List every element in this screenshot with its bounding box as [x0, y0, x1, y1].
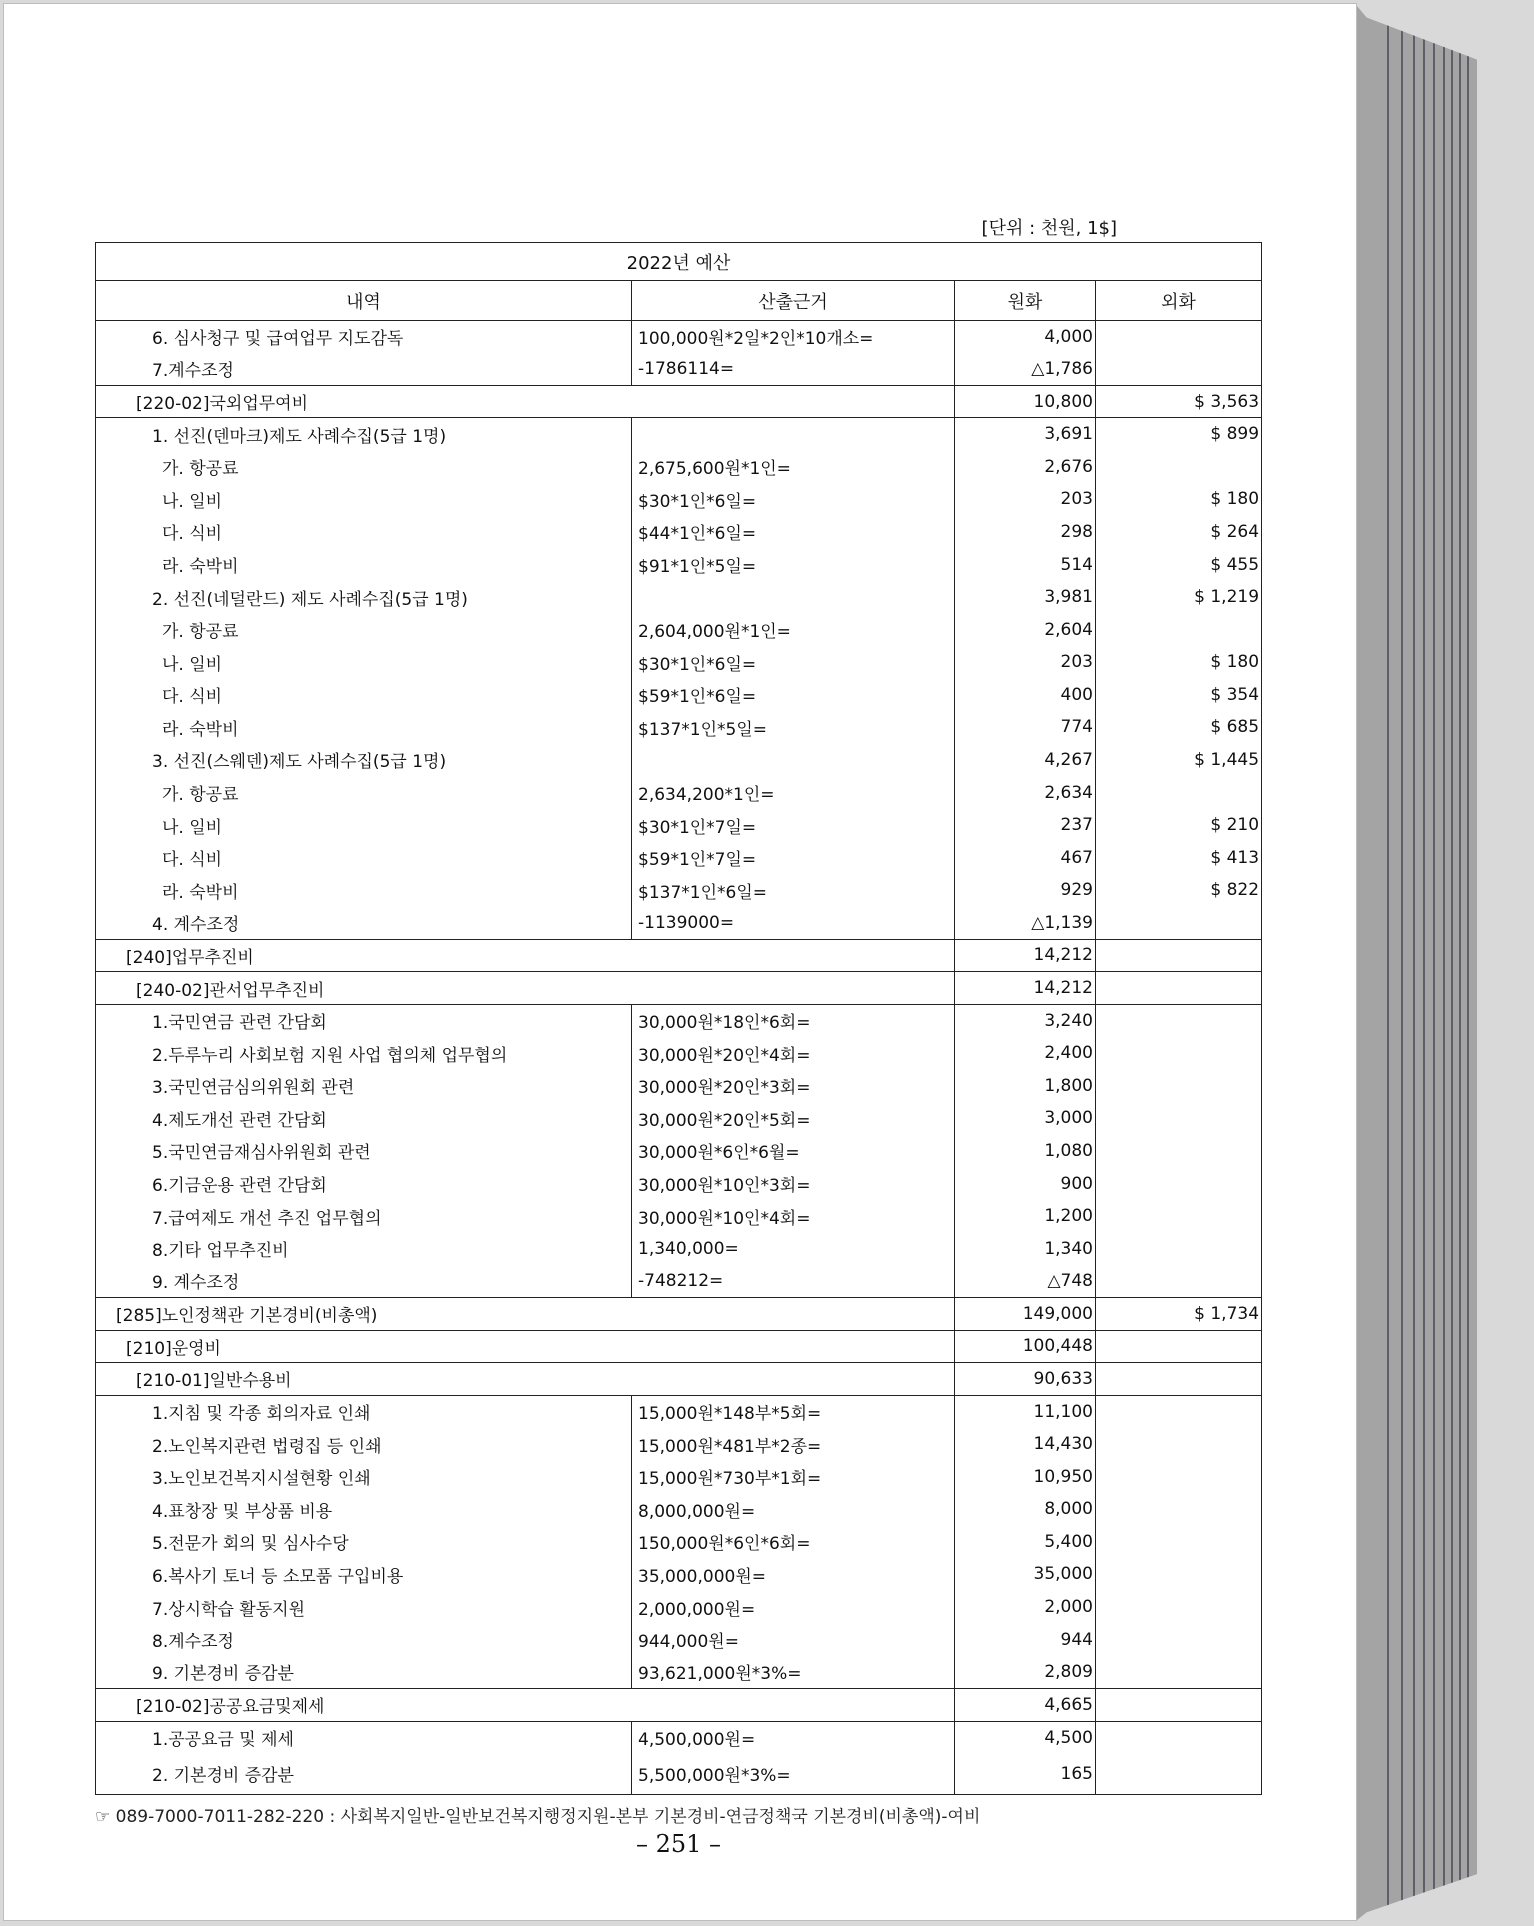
table-row — [96, 1069, 1262, 1102]
row-fx: $ 1,445 — [1096, 744, 1262, 777]
page-stack-line — [1443, 6, 1445, 1920]
page-stack-edge — [1357, 6, 1477, 1920]
row-fx: $ 899 — [1096, 418, 1262, 451]
row-basis: 100,000원*2일*2인*10개소= — [632, 320, 955, 353]
row-fx — [1096, 1428, 1262, 1461]
row-item: 7.상시학습 활동지원 — [96, 1591, 632, 1624]
row-basis: 30,000원*6인*6월= — [632, 1135, 955, 1168]
row-fx: $ 180 — [1096, 483, 1262, 516]
page-stack-line — [1459, 6, 1461, 1920]
row-basis: 2,634,200*1인= — [632, 776, 955, 809]
row-item: [240-02]관서업무추진비 — [96, 972, 955, 1005]
row-fx — [1096, 1721, 1262, 1754]
row-item: 1. 선진(덴마크)제도 사례수집(5급 1명) — [96, 418, 632, 451]
row-item: 4.제도개선 관련 간담회 — [96, 1102, 632, 1135]
row-krw: 944 — [955, 1623, 1096, 1656]
row-basis: -1786114= — [632, 353, 955, 386]
row-basis — [632, 744, 955, 777]
row-krw: 10,800 — [955, 385, 1096, 418]
row-basis: $30*1인*6일= — [632, 646, 955, 679]
row-krw: 3,000 — [955, 1102, 1096, 1135]
row-basis — [632, 418, 955, 451]
row-fx — [1096, 1265, 1262, 1298]
table-row — [96, 1004, 1262, 1037]
table-row — [96, 711, 1262, 744]
row-basis: 15,000원*148부*5회= — [632, 1395, 955, 1428]
table-row — [96, 1558, 1262, 1591]
table-row — [96, 1688, 1262, 1721]
row-fx: $ 1,219 — [1096, 581, 1262, 614]
row-item: 7.급여제도 개선 추진 업무협의 — [96, 1200, 632, 1233]
row-basis: $91*1인*5일= — [632, 548, 955, 581]
row-krw: 4,267 — [955, 744, 1096, 777]
row-krw: 8,000 — [955, 1493, 1096, 1526]
table-row — [96, 353, 1262, 386]
row-krw: 1,080 — [955, 1135, 1096, 1168]
row-item: 가. 항공료 — [96, 776, 632, 809]
row-item: 6.기금운용 관련 간담회 — [96, 1167, 632, 1200]
row-item: 라. 숙박비 — [96, 874, 632, 907]
row-fx — [1096, 1623, 1262, 1656]
row-fx — [1096, 451, 1262, 484]
table-row — [96, 972, 1262, 1005]
row-fx — [1096, 1754, 1262, 1795]
row-fx: $ 3,563 — [1096, 385, 1262, 418]
row-krw: 203 — [955, 646, 1096, 679]
row-basis: $30*1인*6일= — [632, 483, 955, 516]
table-row — [96, 874, 1262, 907]
row-item: 3.국민연금심의위원회 관련 — [96, 1069, 632, 1102]
page-stack-line — [1387, 6, 1389, 1920]
row-fx: $ 1,734 — [1096, 1298, 1262, 1331]
row-fx — [1096, 1330, 1262, 1363]
row-fx — [1096, 353, 1262, 386]
row-krw: 237 — [955, 809, 1096, 842]
row-krw: 4,665 — [955, 1688, 1096, 1721]
row-basis: 30,000원*10인*3회= — [632, 1167, 955, 1200]
row-basis: $59*1인*7일= — [632, 841, 955, 874]
row-basis: 30,000원*20인*5회= — [632, 1102, 955, 1135]
row-item: 1.공공요금 및 제세 — [96, 1721, 632, 1754]
row-krw: 149,000 — [955, 1298, 1096, 1331]
row-fx — [1096, 1460, 1262, 1493]
row-basis: 30,000원*18인*6회= — [632, 1004, 955, 1037]
row-basis: 35,000,000원= — [632, 1558, 955, 1591]
row-fx — [1096, 1591, 1262, 1624]
table-row — [96, 809, 1262, 842]
row-krw: 3,240 — [955, 1004, 1096, 1037]
row-krw: 1,800 — [955, 1069, 1096, 1102]
row-fx — [1096, 1102, 1262, 1135]
row-krw: 14,430 — [955, 1428, 1096, 1461]
row-item: 9. 계수조정 — [96, 1265, 632, 1298]
row-basis: -748212= — [632, 1265, 955, 1298]
row-krw: 2,809 — [955, 1656, 1096, 1689]
page-stack-line — [1451, 6, 1453, 1920]
row-krw: 100,448 — [955, 1330, 1096, 1363]
footnote: ☞ 089-7000-7011-282-220 : 사회복지일반-일반보건복지행정지원-본부 기본경비-연금정책국 기본경비(비총액)-여비 — [95, 1807, 981, 1827]
row-fx: $ 685 — [1096, 711, 1262, 744]
row-item: 나. 일비 — [96, 483, 632, 516]
table-row — [96, 1135, 1262, 1168]
row-basis: 1,340,000= — [632, 1232, 955, 1265]
col-header-item: 내역 — [96, 281, 632, 320]
row-basis: 2,000,000원= — [632, 1591, 955, 1624]
row-krw: 900 — [955, 1167, 1096, 1200]
row-fx: $ 210 — [1096, 809, 1262, 842]
table-row — [96, 1037, 1262, 1070]
row-item: [240]업무추진비 — [96, 939, 955, 972]
row-item: 라. 숙박비 — [96, 548, 632, 581]
row-krw: 35,000 — [955, 1558, 1096, 1591]
page-stack-line — [1467, 6, 1469, 1920]
row-basis: 30,000원*20인*4회= — [632, 1037, 955, 1070]
row-krw: 90,633 — [955, 1363, 1096, 1396]
row-fx — [1096, 1558, 1262, 1591]
table-row — [96, 320, 1262, 353]
table-row — [96, 548, 1262, 581]
table-row — [96, 1721, 1262, 1754]
table-row — [96, 1298, 1262, 1331]
row-fx — [1096, 1135, 1262, 1168]
row-item: [210-01]일반수용비 — [96, 1363, 955, 1396]
page-stack-line — [1413, 6, 1415, 1920]
row-item: 2. 기본경비 증감분 — [96, 1754, 632, 1795]
table-row — [96, 1232, 1262, 1265]
row-item: 2.노인복지관련 법령집 등 인쇄 — [96, 1428, 632, 1461]
row-basis: 15,000원*481부*2종= — [632, 1428, 955, 1461]
table-row — [96, 1395, 1262, 1428]
table-row — [96, 1526, 1262, 1559]
row-basis: 5,500,000원*3%= — [632, 1754, 955, 1795]
table-row — [96, 679, 1262, 712]
table-row — [96, 1754, 1262, 1795]
row-fx — [1096, 1363, 1262, 1396]
col-header-krw: 원화 — [955, 281, 1096, 320]
table-row — [96, 1363, 1262, 1396]
row-basis: 944,000원= — [632, 1623, 955, 1656]
row-item: 4.표창장 및 부상품 비용 — [96, 1493, 632, 1526]
row-fx — [1096, 776, 1262, 809]
row-krw: 2,000 — [955, 1591, 1096, 1624]
row-krw: 203 — [955, 483, 1096, 516]
row-basis: 2,675,600원*1인= — [632, 451, 955, 484]
row-basis: -1139000= — [632, 907, 955, 940]
col-header-basis: 산출근거 — [632, 281, 955, 320]
row-krw: 14,212 — [955, 939, 1096, 972]
row-krw: 467 — [955, 841, 1096, 874]
page-number: – 251 – — [635, 1830, 722, 1858]
row-item: 8.계수조정 — [96, 1623, 632, 1656]
row-basis: $30*1인*7일= — [632, 809, 955, 842]
row-fx — [1096, 1526, 1262, 1559]
row-fx — [1096, 613, 1262, 646]
row-item: 다. 식비 — [96, 679, 632, 712]
row-item: 2.두루누리 사회보험 지원 사업 협의체 업무협의 — [96, 1037, 632, 1070]
row-krw: 11,100 — [955, 1395, 1096, 1428]
row-krw: 4,000 — [955, 320, 1096, 353]
table-row — [96, 1493, 1262, 1526]
table-row — [96, 841, 1262, 874]
row-fx: $ 264 — [1096, 516, 1262, 549]
row-item: 가. 항공료 — [96, 451, 632, 484]
row-basis: $59*1인*6일= — [632, 679, 955, 712]
row-basis: 2,604,000원*1인= — [632, 613, 955, 646]
row-item: [210]운영비 — [96, 1330, 955, 1363]
row-basis: 93,621,000원*3%= — [632, 1656, 955, 1689]
row-fx — [1096, 1493, 1262, 1526]
row-krw: △1,786 — [955, 353, 1096, 386]
table-row — [96, 776, 1262, 809]
row-item: 가. 항공료 — [96, 613, 632, 646]
row-krw: 165 — [955, 1754, 1096, 1795]
table-row — [96, 385, 1262, 418]
table-row — [96, 451, 1262, 484]
page-stack-line — [1433, 6, 1435, 1920]
row-fx — [1096, 1037, 1262, 1070]
row-krw: 2,400 — [955, 1037, 1096, 1070]
table-row — [96, 418, 1262, 451]
row-krw: 2,604 — [955, 613, 1096, 646]
row-krw: 3,981 — [955, 581, 1096, 614]
row-basis: $137*1인*5일= — [632, 711, 955, 744]
table-row — [96, 1460, 1262, 1493]
row-fx: $ 413 — [1096, 841, 1262, 874]
row-fx — [1096, 1688, 1262, 1721]
row-item: 나. 일비 — [96, 646, 632, 679]
row-item: 9. 기본경비 증감분 — [96, 1656, 632, 1689]
table-row — [96, 646, 1262, 679]
row-krw: 14,212 — [955, 972, 1096, 1005]
row-fx: $ 455 — [1096, 548, 1262, 581]
row-basis: 8,000,000원= — [632, 1493, 955, 1526]
row-item: 5.국민연금재심사위원회 관련 — [96, 1135, 632, 1168]
table-row — [96, 1591, 1262, 1624]
row-item: 8.기타 업무추진비 — [96, 1232, 632, 1265]
unit-label: [단위 : 천원, 1$] — [981, 218, 1117, 239]
row-item: 6. 심사청구 및 급여업무 지도감독 — [96, 320, 632, 353]
row-item: 나. 일비 — [96, 809, 632, 842]
row-basis: 30,000원*10인*4회= — [632, 1200, 955, 1233]
row-item: [210-02]공공요금및제세 — [96, 1688, 955, 1721]
page-stack-line — [1401, 6, 1403, 1920]
row-krw: 298 — [955, 516, 1096, 549]
table-row — [96, 939, 1262, 972]
table-row — [96, 613, 1262, 646]
row-basis: 150,000원*6인*6회= — [632, 1526, 955, 1559]
row-item: 다. 식비 — [96, 516, 632, 549]
table-row — [96, 581, 1262, 614]
row-krw: 1,340 — [955, 1232, 1096, 1265]
row-fx: $ 180 — [1096, 646, 1262, 679]
row-item: 1.지침 및 각종 회의자료 인쇄 — [96, 1395, 632, 1428]
year-header: 2022년 예산 — [96, 243, 1262, 281]
row-item: 5.전문가 회의 및 심사수당 — [96, 1526, 632, 1559]
row-fx — [1096, 1069, 1262, 1102]
row-fx: $ 822 — [1096, 874, 1262, 907]
row-item: 3.노인보건복지시설현황 인쇄 — [96, 1460, 632, 1493]
table-row — [96, 1167, 1262, 1200]
col-header-fx: 외화 — [1096, 281, 1262, 320]
row-krw: 929 — [955, 874, 1096, 907]
row-fx — [1096, 1004, 1262, 1037]
row-krw: △748 — [955, 1265, 1096, 1298]
table-row — [96, 1200, 1262, 1233]
table-row — [96, 1656, 1262, 1689]
row-fx — [1096, 1395, 1262, 1428]
row-item: 7.계수조정 — [96, 353, 632, 386]
row-fx — [1096, 1656, 1262, 1689]
row-krw: 2,676 — [955, 451, 1096, 484]
table-row — [96, 907, 1262, 940]
row-item: 3. 선진(스웨덴)제도 사례수집(5급 1명) — [96, 744, 632, 777]
row-basis: 30,000원*20인*3회= — [632, 1069, 955, 1102]
table-row — [96, 1623, 1262, 1656]
row-basis — [632, 581, 955, 614]
page-stack-line — [1423, 6, 1425, 1920]
row-item: 라. 숙박비 — [96, 711, 632, 744]
row-fx: $ 354 — [1096, 679, 1262, 712]
row-fx — [1096, 939, 1262, 972]
row-krw: 4,500 — [955, 1721, 1096, 1754]
row-item: 2. 선진(네덜란드) 제도 사례수집(5급 1명) — [96, 581, 632, 614]
table-row — [96, 1265, 1262, 1298]
row-krw: △1,139 — [955, 907, 1096, 940]
row-item: 다. 식비 — [96, 841, 632, 874]
row-krw: 774 — [955, 711, 1096, 744]
row-fx — [1096, 1232, 1262, 1265]
table-row — [96, 744, 1262, 777]
row-fx — [1096, 1200, 1262, 1233]
row-item: [220-02]국외업무여비 — [96, 385, 955, 418]
row-fx — [1096, 320, 1262, 353]
row-krw: 1,200 — [955, 1200, 1096, 1233]
row-fx — [1096, 972, 1262, 1005]
table-row — [96, 516, 1262, 549]
row-fx — [1096, 1167, 1262, 1200]
row-krw: 3,691 — [955, 418, 1096, 451]
row-basis: 15,000원*730부*1회= — [632, 1460, 955, 1493]
row-basis: 4,500,000원= — [632, 1721, 955, 1754]
row-krw: 2,634 — [955, 776, 1096, 809]
row-krw: 5,400 — [955, 1526, 1096, 1559]
table-row — [96, 1428, 1262, 1461]
row-item: 1.국민연금 관련 간담회 — [96, 1004, 632, 1037]
row-fx — [1096, 907, 1262, 940]
row-item: 4. 계수조정 — [96, 907, 632, 940]
table-row — [96, 1330, 1262, 1363]
table-row — [96, 483, 1262, 516]
row-krw: 400 — [955, 679, 1096, 712]
row-krw: 514 — [955, 548, 1096, 581]
budget-table — [95, 242, 1262, 1795]
table-row — [96, 1102, 1262, 1135]
row-item: 6.복사기 토너 등 소모품 구입비용 — [96, 1558, 632, 1591]
row-basis: $137*1인*6일= — [632, 874, 955, 907]
row-basis: $44*1인*6일= — [632, 516, 955, 549]
row-item: [285]노인정책관 기본경비(비총액) — [96, 1298, 955, 1331]
row-krw: 10,950 — [955, 1460, 1096, 1493]
